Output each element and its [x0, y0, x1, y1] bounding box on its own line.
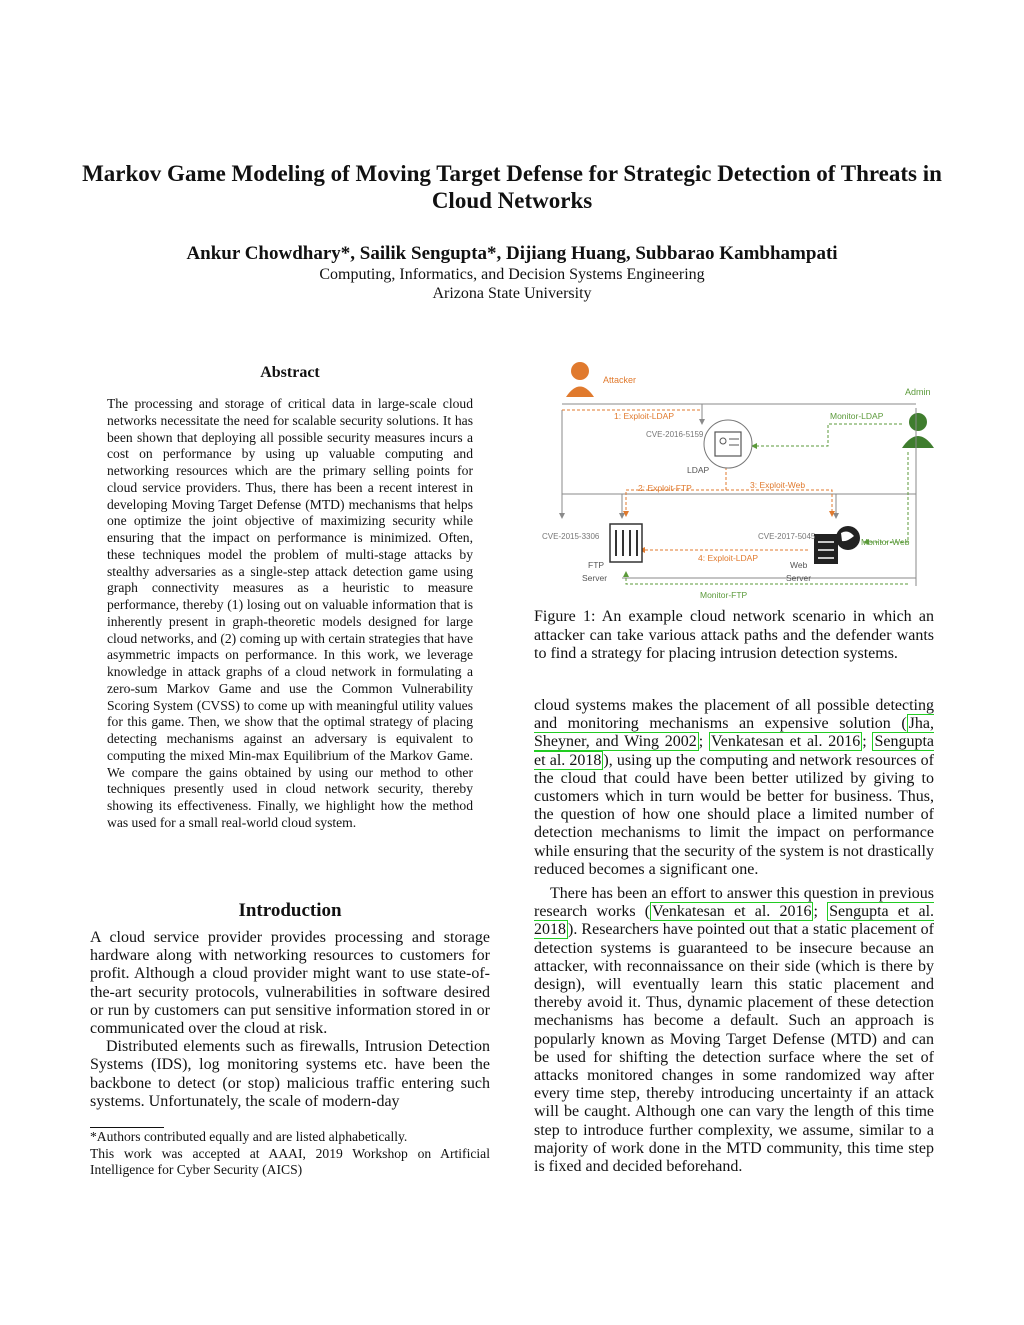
admin-icon	[902, 413, 934, 448]
web-label-line2: Server	[786, 573, 812, 583]
affiliation: Computing, Informatics, and Decision Systems Engineering	[319, 266, 705, 283]
ldap-node-icon	[704, 420, 752, 468]
author-list: Ankur Chowdhary*, Sailik Sengupta*, Dijiang Huang, Subbarao Kambhampati	[186, 243, 838, 264]
paragraph-text: There has been an effort to answer this question in previous research works (	[534, 885, 934, 921]
footnote-rule	[90, 1127, 164, 1128]
exploit-ftp-label: 2: Exploit-FTP	[638, 483, 692, 493]
footnote-authors: *Authors contributed equally and are listed alphabetically.	[90, 1129, 408, 1144]
paper-title: Markov Game Modeling of Moving Target Defense for Strategic Detection of Threats in Cloud Networks	[82, 161, 942, 213]
cve-web-label: CVE-2017-5045	[758, 532, 816, 541]
citation-sengupta-2018[interactable]: Sengupta et al. 2018	[534, 903, 935, 939]
paragraph-text: ). Researchers have pointed out that a static placement of detection systems is guaranteed to be insecure because an attacker, with reconnaissance on their side (which is there by design), will eventually learn this static placement and thereby avoid it. Thus, dynamic placement of these detection mechanisms has become a default. Such an approach is popularly known as Moving Target Defense (MTD) and can be used for shifting the detection surface where the set of attacks monitored changes in some randomized way after every time step, thereby introducing uncertainty if an attack will be caught. Although one can vary the length of this time step to introduce further complexity, we assume, similar to a majority of work done in the MTD community, this time step is fixed and decided beforehand.	[534, 921, 934, 1176]
figure-caption: Figure 1: An example cloud network scenario in which an attacker can take various attack paths and the defender wants to find a strategy for placing intrusion detection systems.	[534, 608, 934, 663]
citation-separator: ;	[698, 733, 710, 751]
monitor-web-label: Monitor-Web	[861, 537, 910, 547]
citation-sengupta-2018[interactable]: Sengupta et al. 2018	[534, 733, 935, 769]
introduction-body	[90, 929, 490, 1111]
introduction-heading: Introduction	[238, 900, 342, 921]
web-server-icon	[814, 526, 860, 564]
cve-ftp-label: CVE-2015-3306	[542, 532, 600, 541]
cve-ldap-label: CVE-2016-5159	[646, 430, 704, 439]
abstract-text: The processing and storage of critical data in large-scale cloud networks necessitate the need for scalable security solutions. It has been shown that deploying all possible security measures incurs a cost on performance by using up valuable computing and networking resources which are the primary selling points for cloud service providers. Thus, there has been a recent interest in developing Moving Target Defense (MTD) mechanisms that helps one optimize the joint objective of maximizing security while ensuring that the impact on performance is minimized. Often, these techniques model the problem of multi-stage attacks by stealthy adversaries as a single-step attack detection game using graph connectivity measures as a heuristic to measure performance, thereby (1) losing out on valuable information that is inherently present in graph-theoretic models designed for large cloud networks, and (2) coming up with certain strategies that have asymmetric impacts on performance. In this work, we leverage knowledge in attack graphs of a cloud network in formulating a zero-sum Markov Game and use the Common Vulnerability Scoring System (CVSS) to come up with meaningful utility values for this game. Then, we show that the optimal strategy of placing detecting mechanisms against an adversary is equivalent to computing the mixed Min-max Equilibrium of the Markov Game. We compare the gains obtained by using our method to other techniques presently used in cloud network security, thereby showing its effectiveness. Finally, we highlight how the method was used for a small real-world cloud system.	[107, 396, 473, 830]
citation-venkatesan-2016[interactable]: Venkatesan et al. 2016	[711, 733, 861, 751]
ftp-label-line1: FTP	[588, 560, 605, 570]
right-paragraph-1	[534, 697, 934, 879]
monitor-ftp-label: Monitor-FTP	[700, 590, 748, 600]
intro-paragraph-1: A cloud service provider provides processing and storage hardware along with networking resources to customers for profit. Although a cloud provider might want to use state-of-the-art security protocols, vulnerabilities in software desired or run by customers can put sensitive information stored in or communicated over the cloud at risk.	[90, 929, 490, 1038]
attacker-label: Attacker	[603, 375, 637, 385]
ldap-label: LDAP	[687, 465, 710, 475]
citation-separator: ;	[813, 903, 828, 921]
admin-label: Admin	[905, 387, 931, 397]
footnotes	[90, 1129, 490, 1179]
ftp-label-line2: Server	[582, 573, 608, 583]
footnote-venue: This work was accepted at AAAI, 2019 Workshop on Artificial Intelligence for Cyber Security (AICS)	[90, 1145, 490, 1177]
exploit-ldap-1-label: 1: Exploit-LDAP	[614, 411, 674, 421]
exploit-web-label: 3: Exploit-Web	[750, 480, 806, 490]
exploit-ldap-4-label: 4: Exploit-LDAP	[698, 553, 758, 563]
network-figure	[536, 352, 934, 602]
monitor-ldap-label: Monitor-LDAP	[830, 411, 884, 421]
paragraph-text: ), using up the computing and network resources of the cloud that could have been better utilized by giving to customers which in turn would be better for business. Thus, the question of how one should place a limited number of detection mechanisms to limit the impact on performance while ensuring that the security of the system is not drastically reduced becomes a significant one.	[534, 751, 934, 878]
citation-separator: ;	[862, 733, 873, 751]
right-column-body	[534, 697, 934, 1176]
attacker-icon	[566, 362, 594, 397]
right-paragraph-2	[534, 885, 934, 1176]
paragraph-text: cloud systems makes the placement of all possible detecting and monitoring mechanisms an expensive solution (	[534, 697, 934, 733]
citation-jha-2002[interactable]: Jha, Sheyner, and Wing 2002	[534, 715, 934, 751]
citation-venkatesan-2016[interactable]: Venkatesan et al. 2016	[652, 903, 812, 921]
intro-paragraph-2: Distributed elements such as firewalls, Intrusion Detection Systems (IDS), log monitoring systems etc. have been the backbone to detect (or stop) malicious traffic entering such systems. Unfortunately, the scale of modern-day	[90, 1038, 490, 1110]
institution: Arizona State University	[432, 285, 592, 302]
web-label-line1: Web	[790, 560, 808, 570]
ftp-server-icon	[610, 524, 642, 562]
abstract-heading: Abstract	[260, 364, 320, 381]
